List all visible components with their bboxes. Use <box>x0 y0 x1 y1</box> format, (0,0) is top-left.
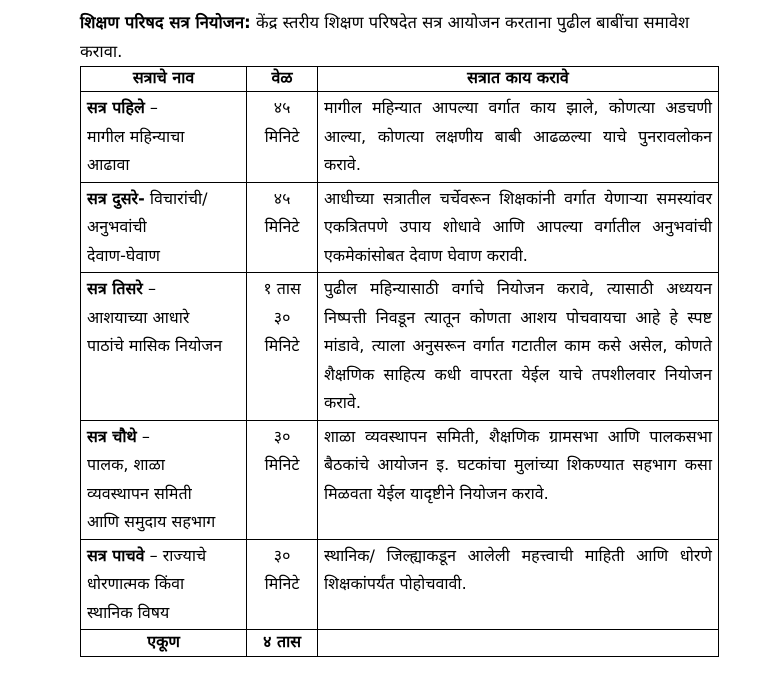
table-row <box>81 539 719 630</box>
time-value: ३० <box>273 307 291 327</box>
session-desc: विचारांची/ <box>149 188 208 208</box>
session-name-cell <box>81 182 247 273</box>
time-cell <box>247 182 318 273</box>
time-value: ३० <box>273 545 291 565</box>
session-name: सत्र तिसरे <box>87 279 143 298</box>
time-unit: मिनिटे <box>264 336 300 355</box>
total-label: एकूण <box>81 630 247 657</box>
session-name: सत्र पाचवे <box>87 545 145 565</box>
activity-cell <box>317 420 718 539</box>
activity-text: आधीच्या सत्रातील चर्चेवरून शिक्षकांनी वर्गात येणाऱ्या समस्यांवर एकत्रितपणे उपाय शोधावे आणि आपल्या वर्गातील अनुभवांची एकमेकांसोबत देवाण घेवाण करावी. <box>323 188 712 265</box>
time-unit: मिनिटे <box>264 217 300 236</box>
session-desc: अनुभवांची <box>87 217 147 236</box>
activity-text: पुढील महिन्यासाठी वर्गाचे नियोजन करावे, त्यासाठी अध्ययन निष्पत्ती निवडून त्यातून कोणता आशय पोचवायचा आहे हे स्पष्ट मांडावे, त्याला अनुसरून वर्गात गटातील काम कसे असेल, कोणते शैक्षणिक साहित्य कधी वापरता येईल याचे तपशीलवार नियोजन करावे. <box>323 279 712 412</box>
session-desc: – राज्याचे <box>149 545 207 565</box>
time-cell <box>247 420 318 539</box>
total-activity <box>317 630 718 657</box>
session-name-cell <box>81 92 247 183</box>
time-value: १ तास <box>263 279 301 298</box>
table-row <box>81 420 719 539</box>
session-desc: आणि समुदाय सहभाग <box>87 512 216 531</box>
activity-cell <box>317 273 718 421</box>
activity-text: मागील महिन्यात आपल्या वर्गात काय झाले, कोणत्या अडचणी आल्या, कोणत्या लक्षणीय बाबी आढळल्या याचे पुनरावलोकन करावे. <box>323 98 712 174</box>
time-cell <box>247 92 318 183</box>
table-header-row <box>81 67 719 92</box>
time-unit: मिनिटे <box>264 574 300 593</box>
intro-heading: शिक्षण परिषद सत्र नियोजन: <box>80 13 251 32</box>
time-unit: मिनिटे <box>264 126 300 146</box>
session-desc: व्यवस्थापन समिती <box>87 483 192 503</box>
table-row <box>81 182 719 273</box>
session-desc: – <box>141 426 150 446</box>
session-desc: आशयाच्या आधारे <box>87 307 190 327</box>
session-name: सत्र पहिले <box>87 98 145 117</box>
session-name: सत्र चौथे <box>87 426 137 446</box>
activity-cell <box>317 92 718 183</box>
session-name: सत्र दुसरे- <box>87 188 145 208</box>
total-row <box>81 630 719 657</box>
activity-cell <box>317 182 718 273</box>
time-unit: मिनिटे <box>264 455 300 474</box>
session-desc: पालक, शाळा <box>87 455 165 474</box>
intro-text: केंद्र स्तरीय शिक्षण परिषदेत सत्र आयोजन करताना पुढील बाबींचा समावेश करावा. <box>80 13 690 61</box>
activity-text: शाळा व्यवस्थापन समिती, शैक्षणिक ग्रामसभा आणि पालकसभा बैठकांचे आयोजन इ. घटकांचा मुलांच्या शिकण्यात सहभाग कसा मिळवता येईल यादृष्टीने नियोजन करावे. <box>323 426 712 503</box>
time-cell <box>247 539 318 630</box>
session-name-cell <box>81 420 247 539</box>
time-value: ४५ <box>273 188 291 208</box>
session-desc: – <box>147 279 156 298</box>
activity-cell <box>317 539 718 630</box>
session-desc: – <box>149 98 158 117</box>
session-desc: मागील महिन्याचा <box>87 126 185 146</box>
header-activity: सत्रात काय करावे <box>317 67 718 92</box>
time-value: ३० <box>273 426 291 446</box>
total-time: ४ तास <box>247 630 318 657</box>
session-desc: आढावा <box>87 155 130 174</box>
time-cell <box>247 273 318 421</box>
table-row <box>81 92 719 183</box>
session-desc: देवाण-घेवाण <box>87 245 160 265</box>
time-value: ४५ <box>273 98 291 117</box>
activity-text: स्थानिक/ जिल्ह्याकडून आलेली महत्त्वाची माहिती आणि धोरणे शिक्षकांपर्यंत पोहोचवावी. <box>323 545 712 593</box>
header-time: वेळ <box>247 67 318 92</box>
header-session-name: सत्राचे नाव <box>81 67 247 92</box>
intro-paragraph <box>80 8 730 66</box>
session-desc: पाठांचे मासिक नियोजन <box>87 336 223 355</box>
session-desc: धोरणात्मक किंवा <box>87 574 185 593</box>
session-name-cell <box>81 539 247 630</box>
session-plan-table <box>80 66 719 657</box>
session-desc: स्थानिक विषय <box>87 602 170 622</box>
table-row <box>81 273 719 421</box>
session-name-cell <box>81 273 247 421</box>
